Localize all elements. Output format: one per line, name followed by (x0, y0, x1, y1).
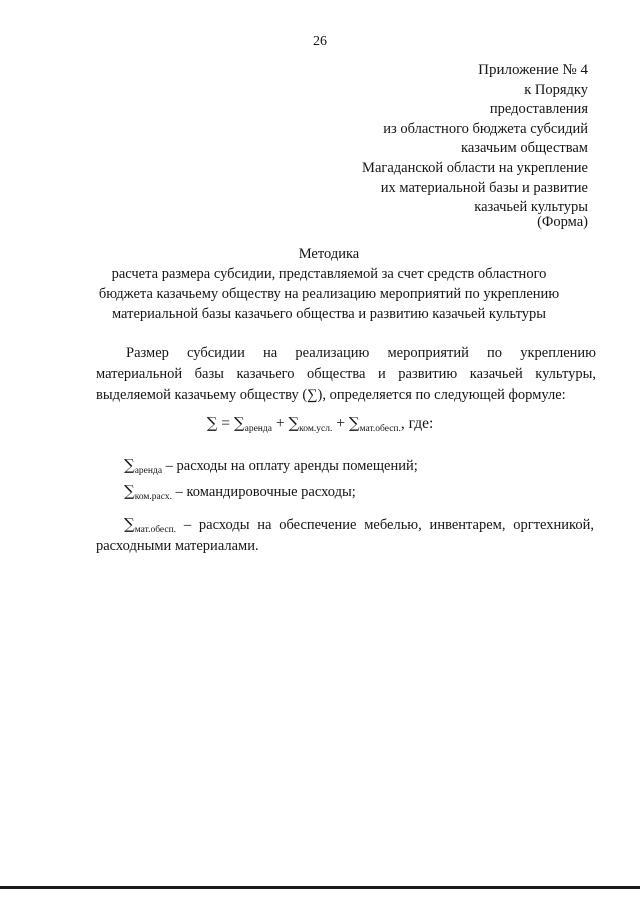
sigma-symbol: ∑ (124, 515, 135, 533)
sigma-symbol: ∑ (206, 414, 218, 432)
appendix-line: предоставления (489, 101, 588, 118)
formula (0, 414, 640, 434)
title-line: материальной базы казачьего общества и развитию казачьей культуры (111, 306, 547, 322)
appendix-line: Приложение № 4 (478, 62, 588, 78)
appendix-line: их материальной базы и развитие (380, 179, 588, 196)
title-heading: Методика (298, 246, 360, 262)
appendix-line: из областного бюджета субсидий (383, 120, 588, 137)
form-label: (Форма) (537, 214, 588, 230)
appendix-line: казачьим обществам (461, 140, 588, 157)
formula-sub-rent: аренда (244, 424, 272, 434)
formula-tail: , где: (400, 415, 434, 432)
definition-text: – командировочные расходы; (172, 484, 356, 500)
definition-travel (124, 482, 356, 502)
sigma-symbol: ∑ (348, 414, 360, 432)
intro-paragraph (96, 343, 596, 406)
appendix-line: казачьей культуры (474, 199, 588, 216)
appendix-header (268, 61, 588, 218)
formula-sub-travel: ком.усл. (299, 424, 333, 434)
definition-sub: аренда (134, 466, 163, 476)
formula-sub-material: мат.обесп. (359, 424, 401, 434)
definition-material-continuation: расходными материалами. (96, 538, 259, 554)
appendix-line: Магаданской области на укрепление (362, 159, 588, 176)
definition-text: – расходы на оплату аренды помещений; (162, 458, 418, 474)
document-title (84, 244, 574, 324)
title-line: бюджета казачьему обществу на реализацию мероприятий по укреплению (98, 286, 560, 302)
paragraph-line: материальной базы казачьего общества и развитию казачьей культуры, (96, 366, 596, 382)
formula-plus: + (271, 415, 289, 432)
sigma-symbol: ∑ (233, 414, 245, 432)
definition-text: – расходы на обеспечение мебелью, инвентарем, оргтехникой, (176, 517, 594, 533)
sigma-symbol: ∑ (288, 414, 300, 432)
definition-material (124, 515, 594, 535)
sigma-symbol: ∑ (124, 456, 135, 474)
definition-rent (124, 456, 418, 476)
definition-sub: мат.обесп. (134, 525, 177, 535)
formula-equals: = (217, 415, 234, 432)
paragraph-line: Размер субсидии на реализацию мероприятий по укреплению (126, 345, 596, 361)
definition-line (124, 515, 594, 535)
sigma-symbol: ∑ (124, 482, 135, 500)
bottom-rule (0, 886, 640, 889)
page-number: 26 (313, 34, 327, 49)
formula-plus: + (332, 415, 349, 432)
paragraph-line: выделяемой казачьему обществу (∑), определяется по следующей формуле: (96, 387, 566, 403)
title-line: расчета размера субсидии, представляемой за счет средств областного (111, 266, 547, 282)
definition-sub: ком.расх. (134, 492, 172, 502)
appendix-line: к Порядку (524, 81, 588, 98)
